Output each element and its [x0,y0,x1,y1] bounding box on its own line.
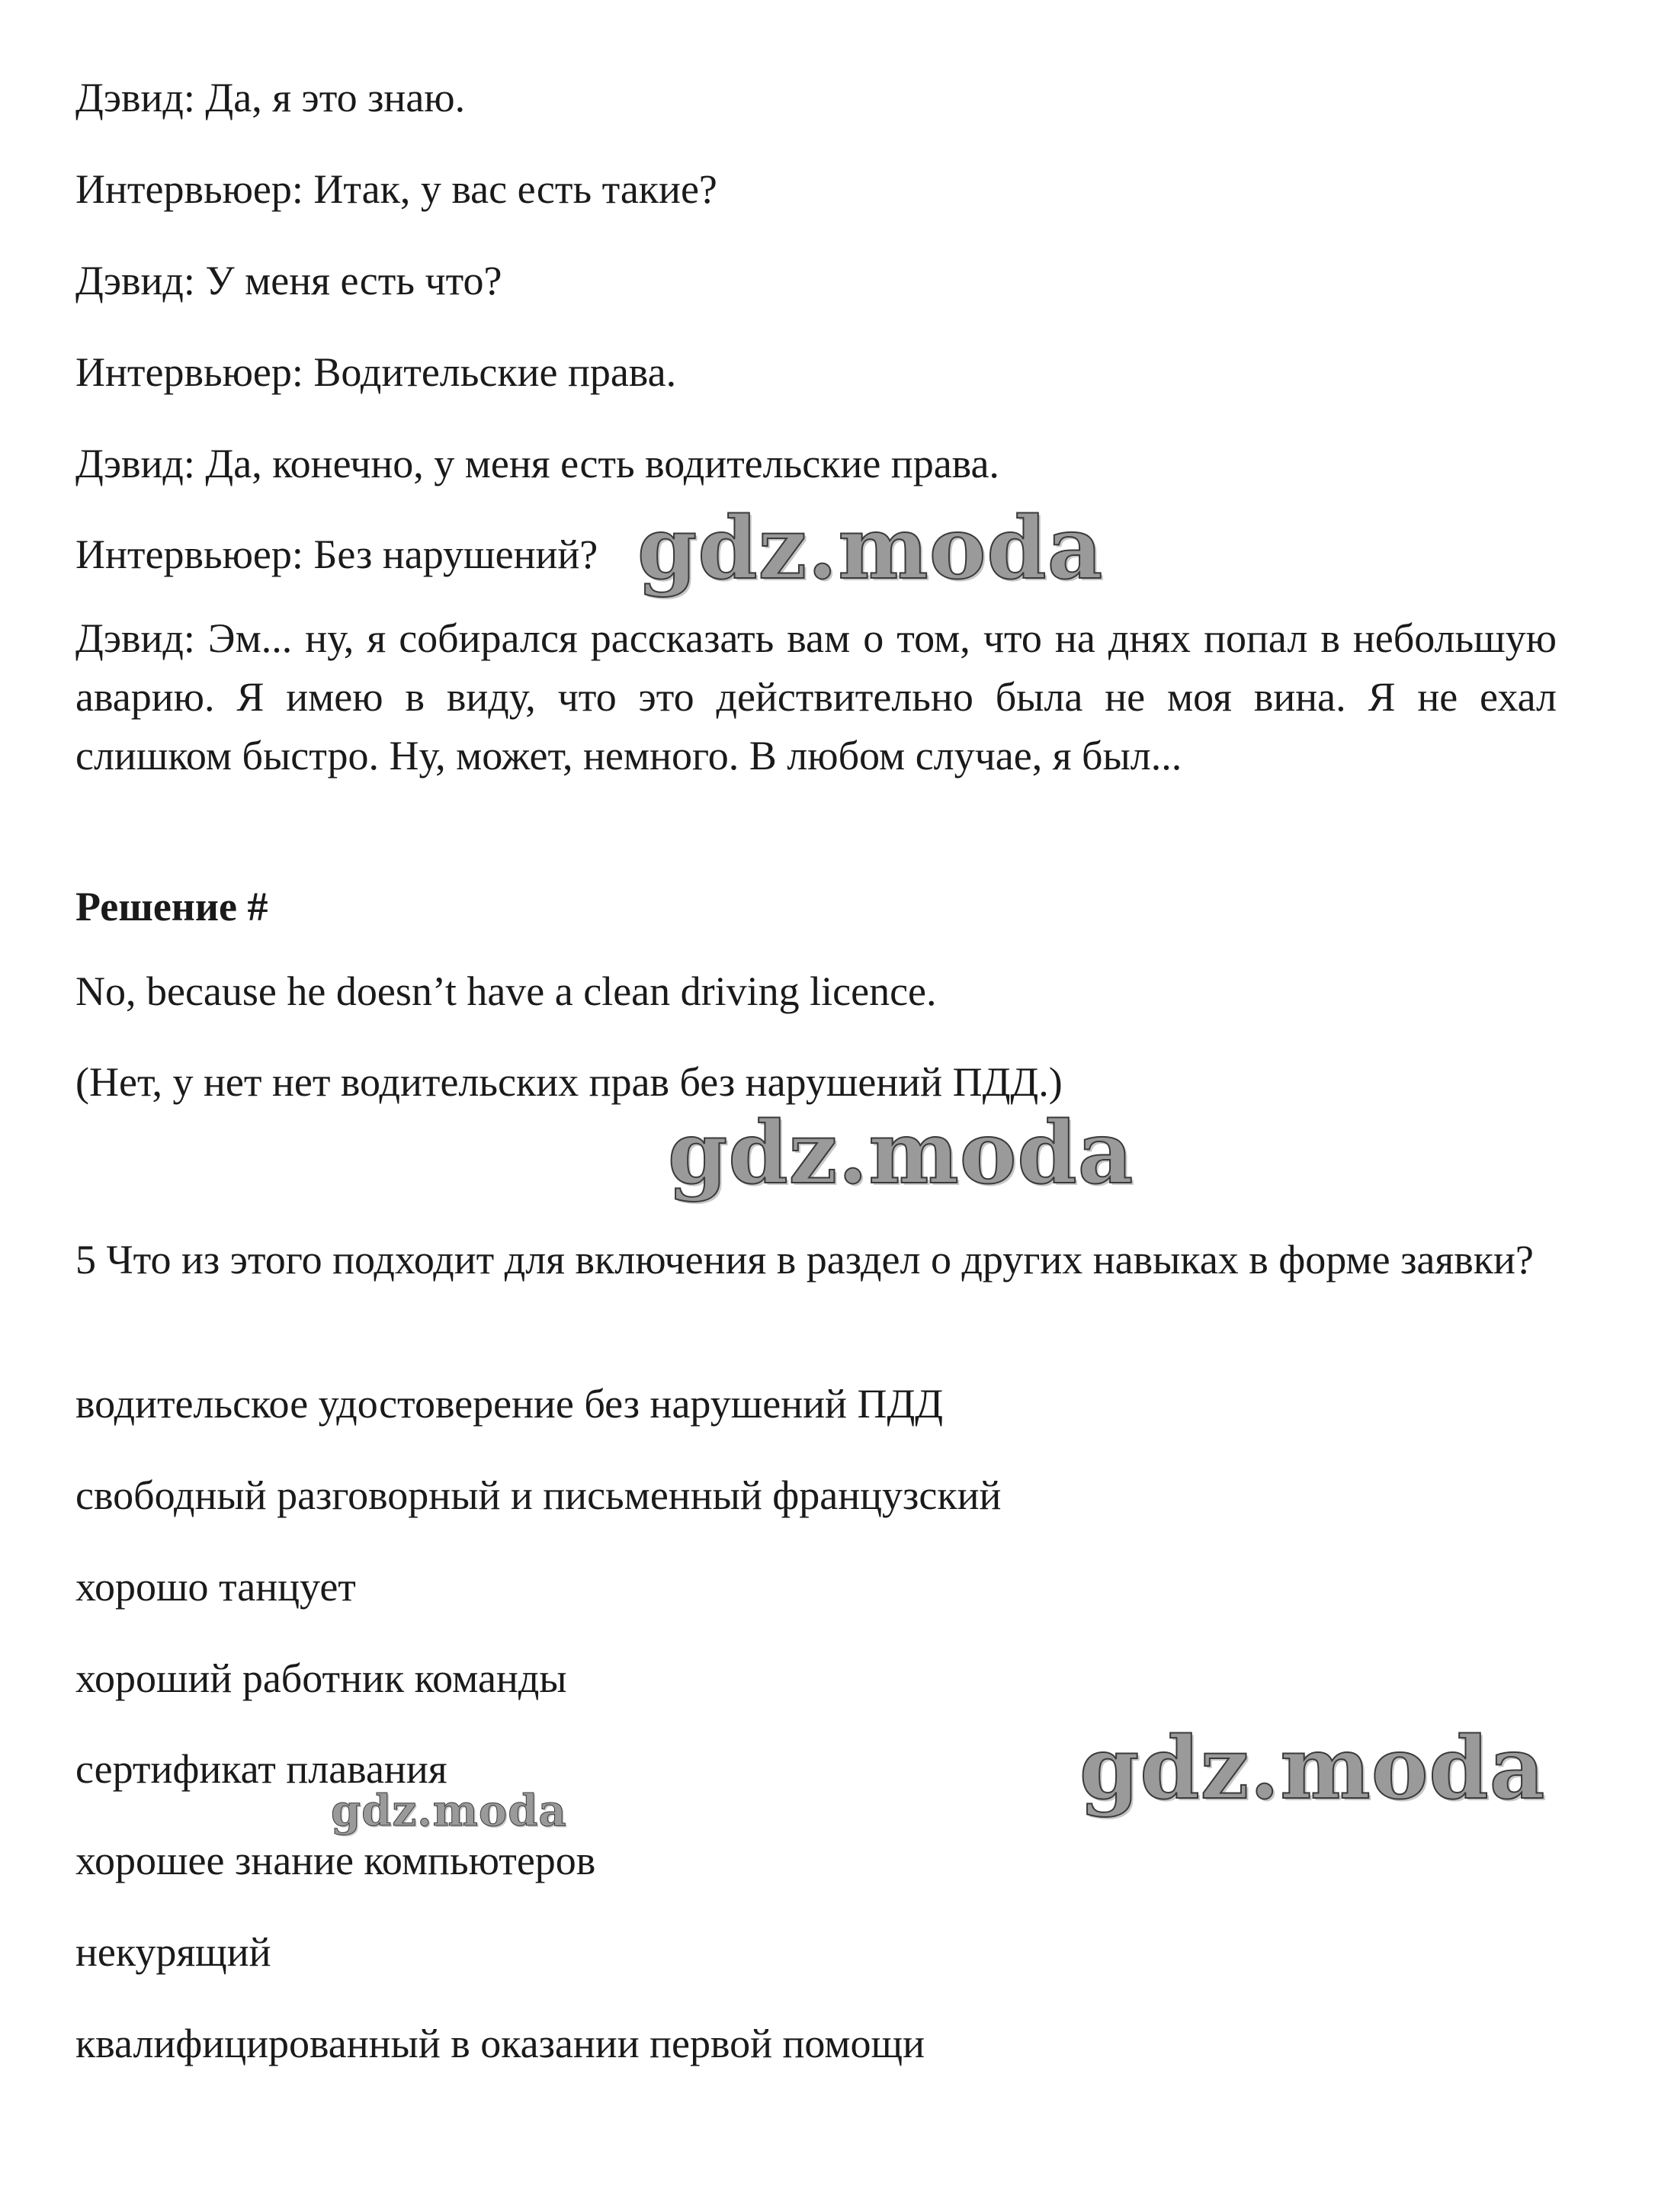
option-item: квалифицированный в оказании первой помощи [75,2021,925,2066]
option-item: хорошее знание компьютеров [75,1838,596,1883]
watermark-logo: gdz.moda [637,499,1104,599]
option-item: хороший работник команды [75,1655,567,1701]
dialogue-line: Дэвид: У меня есть что? [75,258,502,303]
dialogue-line: Интервьюер: Итак, у вас есть такие? [75,166,717,212]
watermark-logo: gdz.moda [1079,1719,1546,1819]
option-item: некурящий [75,1929,271,1975]
option-item: водительское удостоверение без нарушений ПДД [75,1381,944,1427]
watermark-logo-small: gdz.moda [331,1786,567,1836]
dialogue-line: Интервьюер: Без нарушений? [75,531,598,577]
dialogue-paragraph: Дэвид: Эм... ну, я собирался рассказать вам о том, что на днях попал в небольшую аварию. Я имею в виду, что это действительно была не моя вина. Я не ехал слишком быстро. Ну, может, немного. В любом случае, я был... [75,615,1557,779]
solution-answer-en: No, because he doesn’t have a clean driving licence. [75,968,937,1014]
option-item: хорошо танцует [75,1564,356,1610]
dialogue-line: Интервьюер: Водительские права. [75,349,677,395]
watermark-logo: gdz.moda [668,1103,1134,1203]
option-item: свободный разговорный и письменный французский [75,1472,1002,1518]
option-item: сертификат плавания [75,1746,447,1792]
dialogue-line: Дэвид: Да, я это знаю. [75,75,466,120]
dialogue-line: Дэвид: Да, конечно, у меня есть водительские права. [75,441,999,486]
solution-heading: Решение # [75,884,268,929]
task5-question: 5 Что из этого подходит для включения в раздел о других навыках в форме заявки? [75,1237,1534,1283]
solution-answer-ru: (Нет, у нет нет водительских прав без нарушений ПДД.) [75,1059,1063,1105]
